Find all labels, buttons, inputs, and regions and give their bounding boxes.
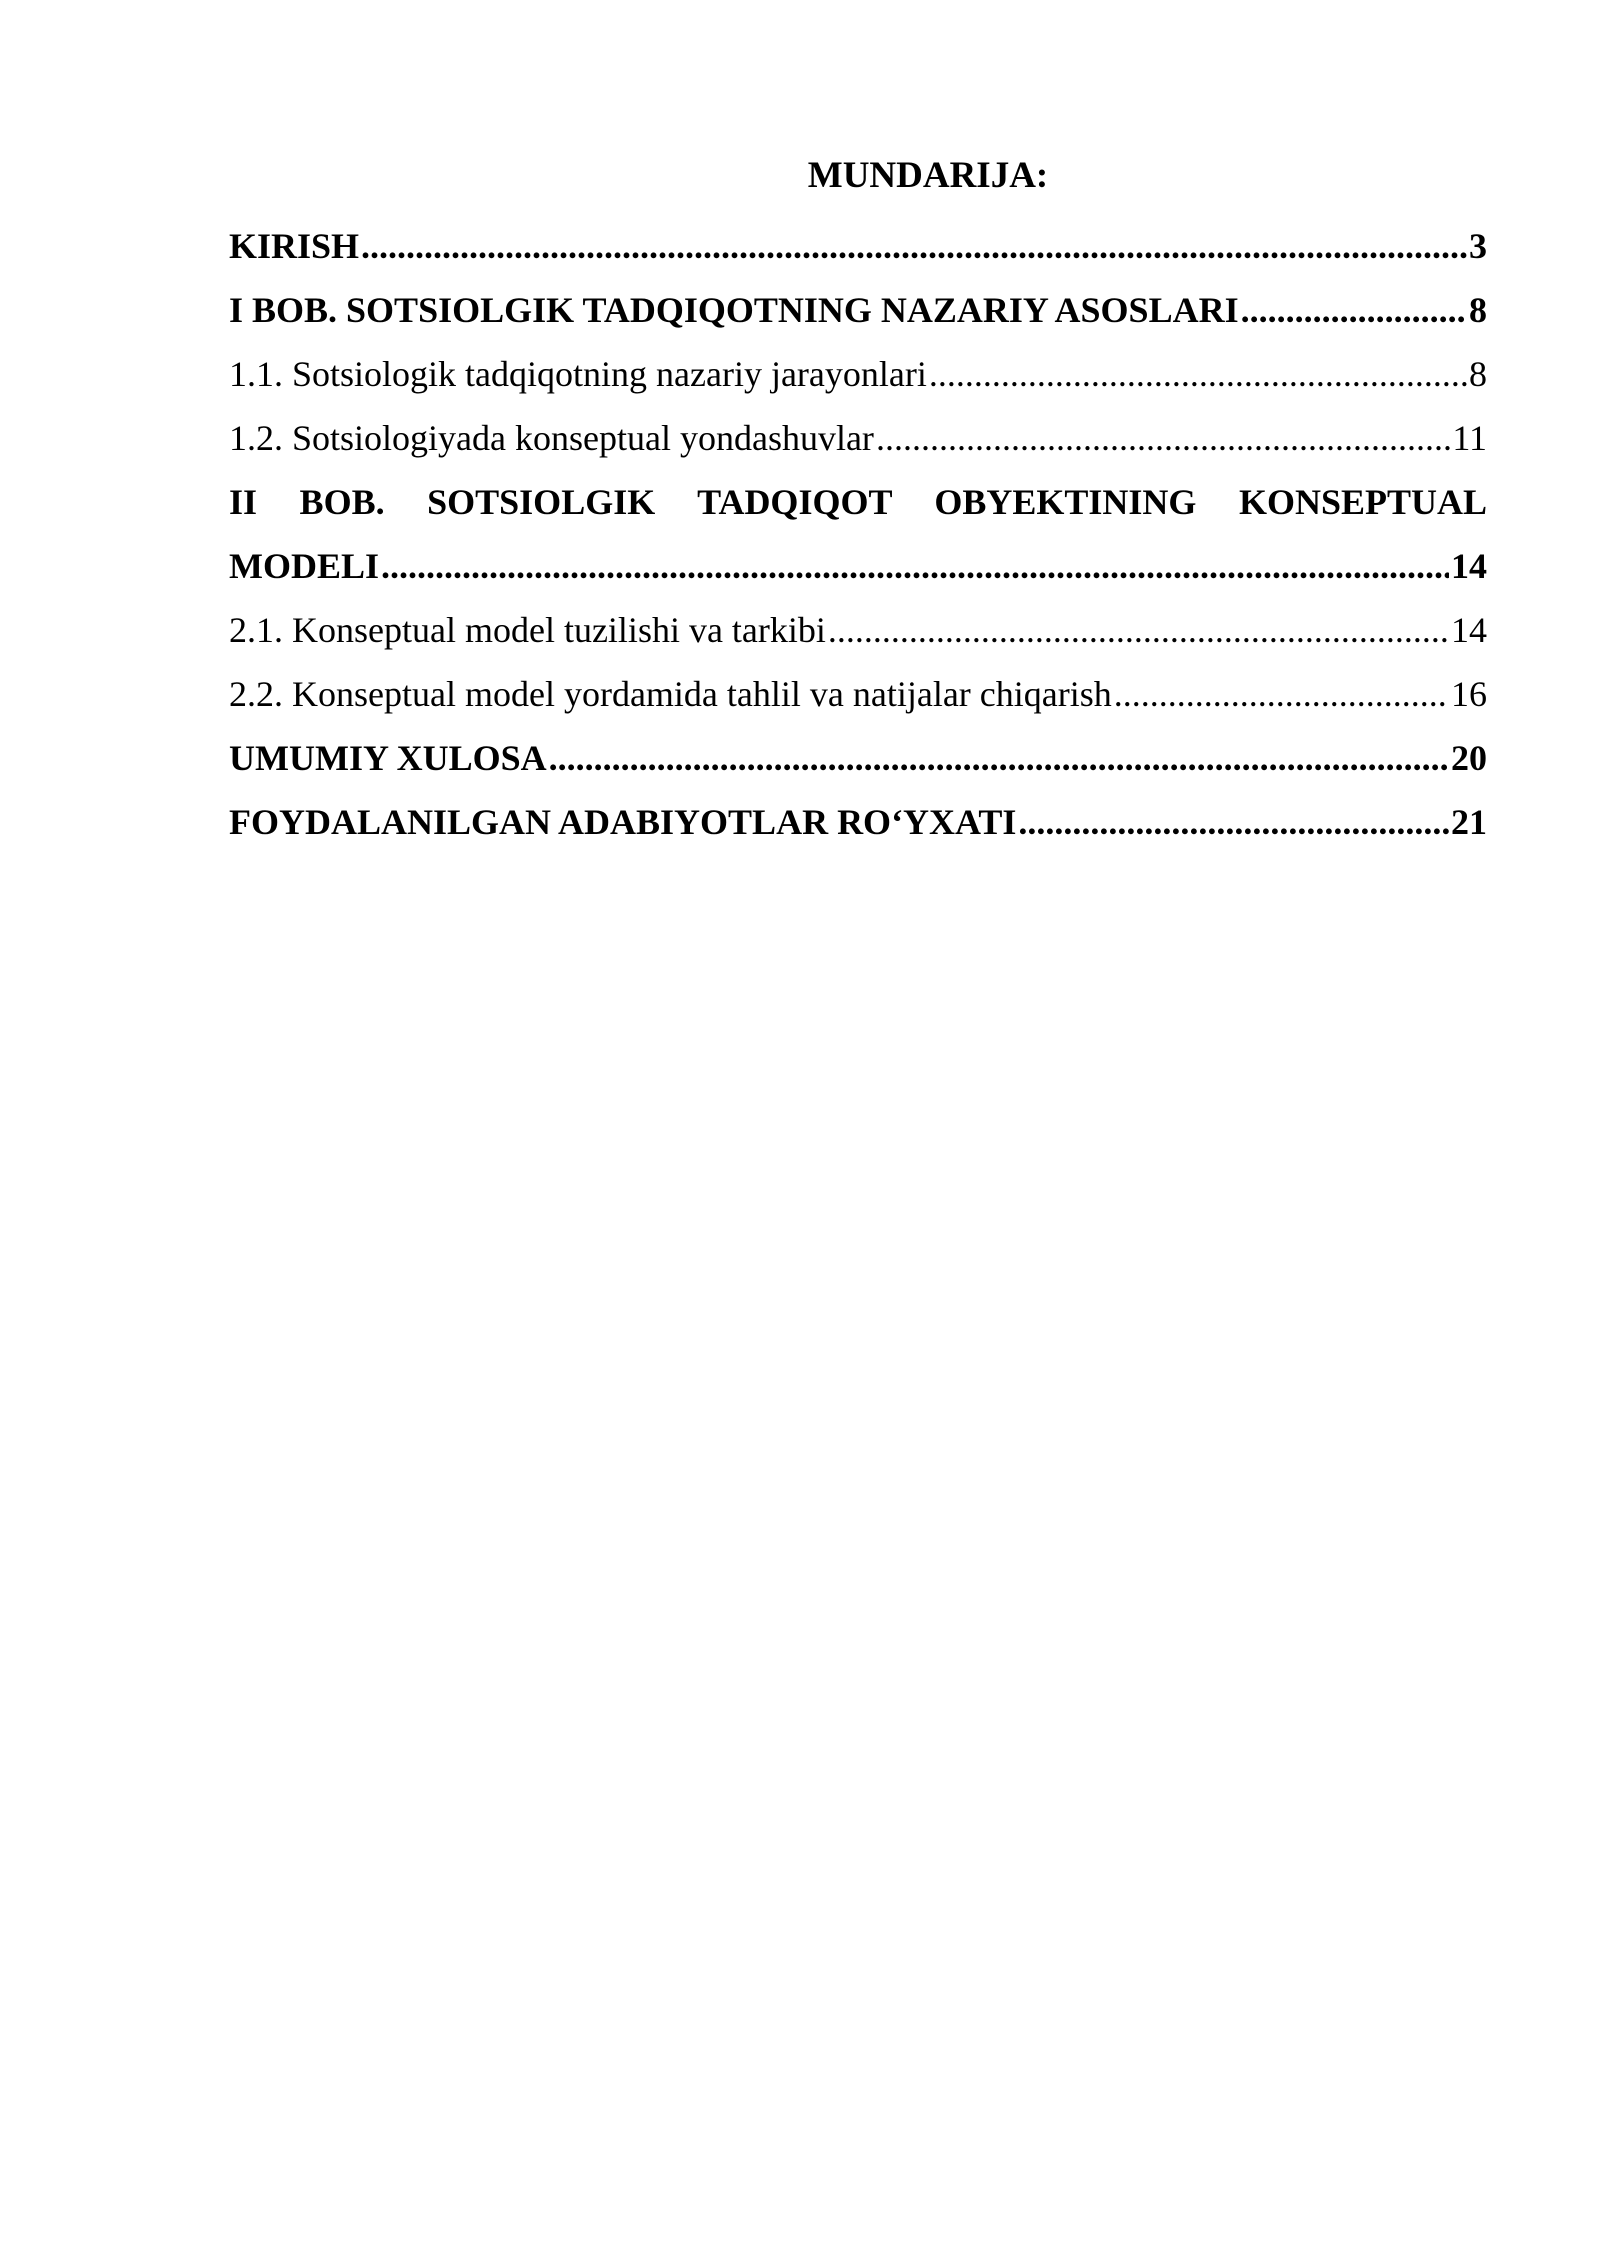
toc-entry-section-1-2[interactable]: [229, 406, 1487, 470]
dot-leader: [1018, 790, 1449, 854]
toc-entry-label: UMUMIY XULOSA: [229, 738, 547, 778]
toc-entry-label: KIRISH: [229, 226, 360, 266]
toc-entry-label: FOYDALANILGAN ADABIYOTLAR RO‘YXATI: [229, 802, 1017, 842]
toc-entry-label: 2.1. Konseptual model tuzilishi va tarkibi: [229, 610, 826, 650]
toc-entry-label: I BOB. SOTSIOLGIK TADQIQOTNING NAZARIY ASOSLARI: [229, 290, 1239, 330]
toc-entry-page: 3: [1469, 226, 1487, 266]
dot-leader: [1241, 278, 1467, 342]
toc-entry-label: 1.2. Sotsiologiyada konseptual yondashuvlar: [229, 418, 874, 458]
toc-entry-page: 14: [1451, 610, 1487, 650]
toc-entry-chapter-2[interactable]: [229, 470, 1487, 598]
dot-leader: [1114, 662, 1449, 726]
toc-title: MUNDARIJA:: [807, 155, 1049, 196]
toc-entry-continuation: [229, 534, 1487, 598]
toc-entry-page: 8: [1469, 290, 1487, 330]
toc-entry-section-1-1[interactable]: [229, 342, 1487, 406]
dot-leader: [361, 214, 1467, 278]
toc-entry-page: 16: [1451, 674, 1487, 714]
toc-entry-label: 2.2. Konseptual model yordamida tahlil va natijalar chiqarish: [229, 674, 1112, 714]
dot-leader: [929, 342, 1467, 406]
dot-leader: [876, 406, 1450, 470]
toc-entry-label: 1.1. Sotsiologik tadqiqotning nazariy jarayonlari: [229, 354, 927, 394]
dot-leader: [549, 726, 1449, 790]
toc-entry-references[interactable]: [229, 790, 1487, 854]
dot-leader: [828, 598, 1449, 662]
toc-entry-label-line1: II BOB. SOTSIOLGIK TADQIQOT OBYEKTINING KONSEPTUAL: [229, 482, 1487, 522]
toc-entry-page: 11: [1452, 418, 1487, 458]
toc-entry-section-2-1[interactable]: [229, 598, 1487, 662]
dot-leader: [381, 534, 1449, 598]
toc-entry-kirish[interactable]: [229, 214, 1487, 278]
toc-entry-chapter-1[interactable]: [229, 278, 1487, 342]
toc-entry-conclusion[interactable]: [229, 726, 1487, 790]
toc-entry-label-line2: MODELI: [229, 546, 380, 586]
toc-entry-page: 14: [1451, 546, 1487, 586]
toc-entry-section-2-2[interactable]: [229, 662, 1487, 726]
toc-entry-page: 8: [1469, 354, 1487, 394]
toc-entry-page: 21: [1451, 802, 1487, 842]
toc-entry-page: 20: [1451, 738, 1487, 778]
table-of-contents: [229, 150, 1487, 854]
